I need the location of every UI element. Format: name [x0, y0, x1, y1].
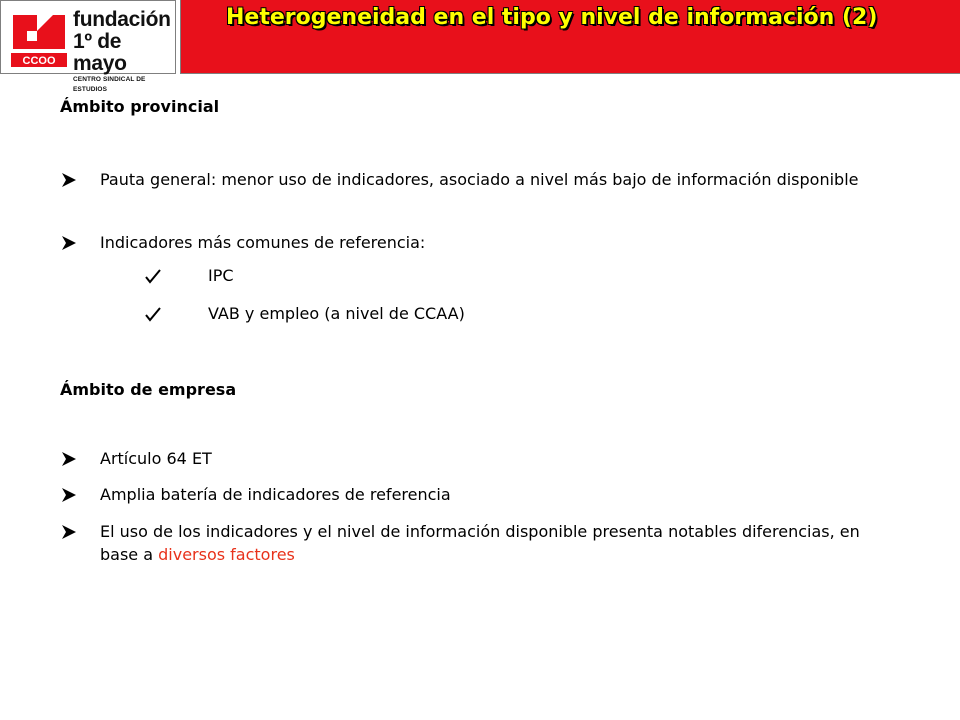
bullet-text: Artículo 64 ET [100, 449, 212, 468]
checkmark-icon [145, 304, 161, 326]
arrowhead-bullet-icon [60, 483, 82, 510]
arrowhead-bullet-icon [60, 168, 82, 195]
list-item [60, 483, 900, 506]
list-item [60, 520, 900, 566]
highlight-text: diversos factores [158, 545, 295, 564]
checkmark-icon [145, 266, 161, 288]
arrowhead-bullet-icon [60, 447, 82, 474]
logo [0, 0, 176, 93]
bullet-text-main: El uso de los indicadores y el nivel de información disponible presenta notables diferencias, en base a [100, 522, 860, 564]
arrowhead-bullet-icon [60, 231, 82, 258]
bullet-text: Indicadores más comunes de referencia: [100, 233, 426, 252]
section-heading-empresa: Ámbito de empresa [60, 380, 237, 399]
logo-mark-text: CCOO [22, 55, 56, 67]
list-item [60, 168, 900, 191]
check-text: VAB y empleo (a nivel de CCAA) [208, 304, 465, 323]
bullet-text [100, 520, 900, 566]
check-text: IPC [208, 266, 234, 285]
list-item [60, 447, 900, 470]
logo-text [73, 9, 175, 95]
ccoo-logo-icon [7, 5, 69, 69]
list-item [60, 231, 900, 254]
logo-line1: fundación [73, 8, 171, 31]
logo-line2: 1º de mayo [73, 30, 127, 75]
bullet-text: Amplia batería de indicadores de referencia [100, 485, 451, 504]
logo-line3: CENTRO SINDICAL DE ESTUDIOS [73, 76, 146, 93]
title-bar [180, 0, 960, 74]
bullet-text: Pauta general: menor uso de indicadores, asociado a nivel más bajo de información disponible [100, 170, 859, 189]
arrowhead-bullet-icon [60, 520, 82, 547]
page-title: Heterogeneidad en el tipo y nivel de información (2) [226, 5, 878, 30]
section-heading-provincial: Ámbito provincial [60, 97, 220, 116]
